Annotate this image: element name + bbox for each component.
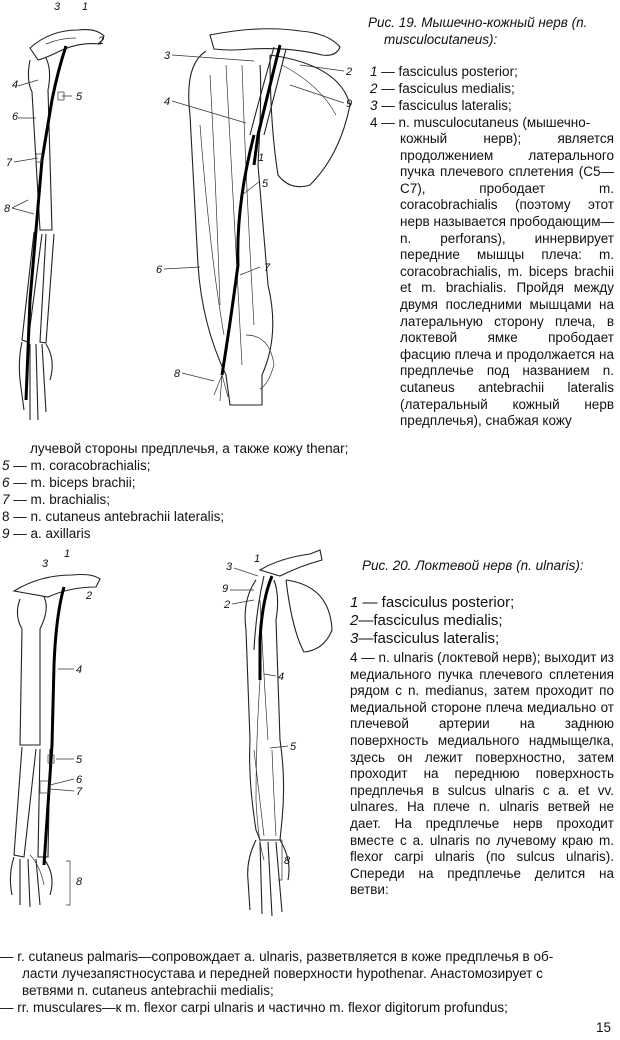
legend-number: 9 — [2, 526, 10, 541]
legend-number: 1 — [370, 64, 378, 79]
legend-number: 5 — [2, 458, 10, 473]
fig19-legend-bottom-item — [2, 525, 91, 542]
fig19-right-label-9: 9 — [346, 98, 353, 110]
fig19-right-label-1: 1 — [258, 152, 265, 164]
fig19-right-label-6: 6 — [156, 264, 163, 276]
legend-number: 7 — [2, 492, 10, 507]
fig20-left-label-1: 1 — [64, 548, 71, 560]
fig19-left-label-1: 1 — [82, 1, 89, 13]
figure19-left-arm-illustration — [0, 0, 120, 440]
legend-text: —fasciculus medialis; — [358, 612, 503, 629]
fig20-item4-description: 4 — n. ulnaris (локтевой нерв); выходит из медиального пучка плечевого сплетения рядом с n. medianus, затем проходит по медиальной стороне плеча медиально от плечевой артерии на заднюю поверхность медиального надмыщелка, здесь он лежит поверхностно, затем проходит на переднюю поверхность предплечья в sulcus ulnaris с a. et vv. ulnares. На плече n. ulnaris ветвей не дает. На предплечье нерв проходит вместе с a. ulnaris по лучевому краю m. flexor carpi ulnaris (по sulcus ulnaris). Спереди на предплечье делится на ветви: — [350, 650, 614, 898]
fig19-right-label-3: 3 — [164, 50, 171, 62]
fig20-left-label-4: 4 — [76, 664, 83, 676]
fig19-left-label-4: 4 — [12, 79, 19, 91]
fig19-caption-line1: Рис. 19. Мышечно-кожный нерв (n. — [368, 15, 588, 30]
legend-number: 3 — [370, 98, 378, 113]
fig19-legend-item — [370, 63, 518, 80]
fig19-caption-line2: musculocutaneus): — [384, 32, 498, 47]
legend-number: 2 — [370, 81, 378, 96]
fig19-item4-lead: 4 — n. musculocutaneus (мышечно- — [370, 115, 591, 130]
fig20-left-label-2: 2 — [86, 590, 93, 602]
fig20-caption: Рис. 20. Локтевой нерв (n. ulnaris): — [362, 558, 584, 573]
legend-number: 1 — [350, 594, 359, 611]
fig20-right-label-8: 8 — [284, 855, 291, 867]
fig19-legend-bottom-item — [2, 457, 151, 474]
fig19-left-label-3: 3 — [54, 1, 61, 13]
fig20-right-label-4: 4 — [278, 671, 285, 683]
fig20-right-label-2: 2 — [224, 599, 231, 611]
legend-text: — fasciculus medialis; — [377, 81, 515, 96]
legend-text: — m. biceps brachii; — [9, 475, 136, 490]
fig20-legend-item — [350, 630, 499, 648]
legend-text: — fasciculus posterior; — [377, 64, 518, 79]
fig20-right-label-5: 5 — [290, 741, 297, 753]
fig20-legend-item — [350, 612, 503, 630]
figure19-right-arm-illustration — [150, 5, 360, 425]
fig19-right-label-4: 4 — [164, 96, 171, 108]
legend-text: — n. cutaneus antebrachii lateralis; — [9, 509, 225, 524]
fig19-legend-item — [370, 80, 515, 97]
fig19-item4-description: кожный нерв); является продолжением латерального пучка плечевого сплетения (C5—C7), прободает m. coracobrachialis (поэтому этот нерв называется прободающим—n. perforans), иннервирует передние мышцы плеча: m. coracobrachialis, m. biceps brachii et m. brachialis. Пройдя между двумя последними мышцами на латеральную сторону плеча, в локтевой ямке прободает фасцию плеча и продолжается на предплечье под названием n. cutaneus antebrachii lateralis (латеральный кожный нерв предплечья), снабжая кожу — [400, 131, 614, 429]
fig19-right-label-5: 5 — [262, 178, 269, 190]
legend-text: — fasciculus posterior; — [358, 594, 515, 611]
fig20-branch-line: — r. cutaneus palmaris—сопровождает a. ulnaris, разветвляется в коже предплечья в об- — [0, 949, 554, 964]
fig20-legend-item — [350, 594, 514, 612]
fig20-branch-line: ласти лучезапястносустава и передней поверхности hypothenar. Анастомозирует с — [22, 966, 543, 981]
fig19-right-label-8: 8 — [174, 368, 181, 380]
legend-text: — m. brachialis; — [9, 492, 111, 507]
fig20-left-label-7: 7 — [76, 786, 83, 798]
page-number: 15 — [596, 1020, 612, 1035]
fig19-right-label-2: 2 — [346, 66, 353, 78]
fig19-left-label-5: 5 — [76, 91, 83, 103]
fig19-left-label-8: 8 — [4, 203, 11, 215]
fig19-right-label-7: 7 — [264, 262, 271, 274]
legend-number: 3 — [350, 630, 359, 647]
legend-text: —fasciculus lateralis; — [358, 630, 500, 647]
fig19-legend-bottom-item — [2, 491, 110, 508]
fig20-left-label-6: 6 — [76, 774, 83, 786]
fig20-left-label-3: 3 — [42, 558, 49, 570]
fig20-left-label-8: 8 — [76, 876, 83, 888]
fig19-left-label-2: 2 — [98, 35, 105, 47]
fig20-right-label-9: 9 — [222, 583, 229, 595]
fig20-branch-line: ветвями n. cutaneus antebrachii medialis; — [22, 983, 274, 998]
fig19-legend-item — [370, 97, 512, 114]
legend-text: — m. coracobrachialis; — [9, 458, 151, 473]
fig20-branch-line: — rr. musculares—к m. flexor carpi ulnaris и частично m. flexor digitorum profundus; — [0, 1000, 508, 1015]
figure20-right-arm-illustration — [220, 540, 340, 920]
legend-number: 6 — [2, 475, 10, 490]
fig19-legend-bottom-item — [2, 508, 224, 525]
legend-text: — fasciculus lateralis; — [377, 98, 512, 113]
legend-number: 8 — [2, 509, 10, 524]
fig19-caption — [368, 14, 613, 48]
fig19-continuation: лучевой стороны предплечья, а также кожу thenar; — [30, 441, 349, 456]
fig20-left-label-5: 5 — [76, 754, 83, 766]
fig19-left-label-6: 6 — [12, 111, 19, 123]
legend-number: 2 — [350, 612, 359, 629]
figure20-left-arm-illustration — [0, 545, 120, 925]
fig20-right-label-3: 3 — [226, 561, 233, 573]
fig19-legend-bottom-item — [2, 474, 136, 491]
fig20-right-label-1: 1 — [254, 553, 261, 565]
legend-text: — a. axillaris — [9, 526, 91, 541]
fig19-left-label-7: 7 — [6, 157, 13, 169]
